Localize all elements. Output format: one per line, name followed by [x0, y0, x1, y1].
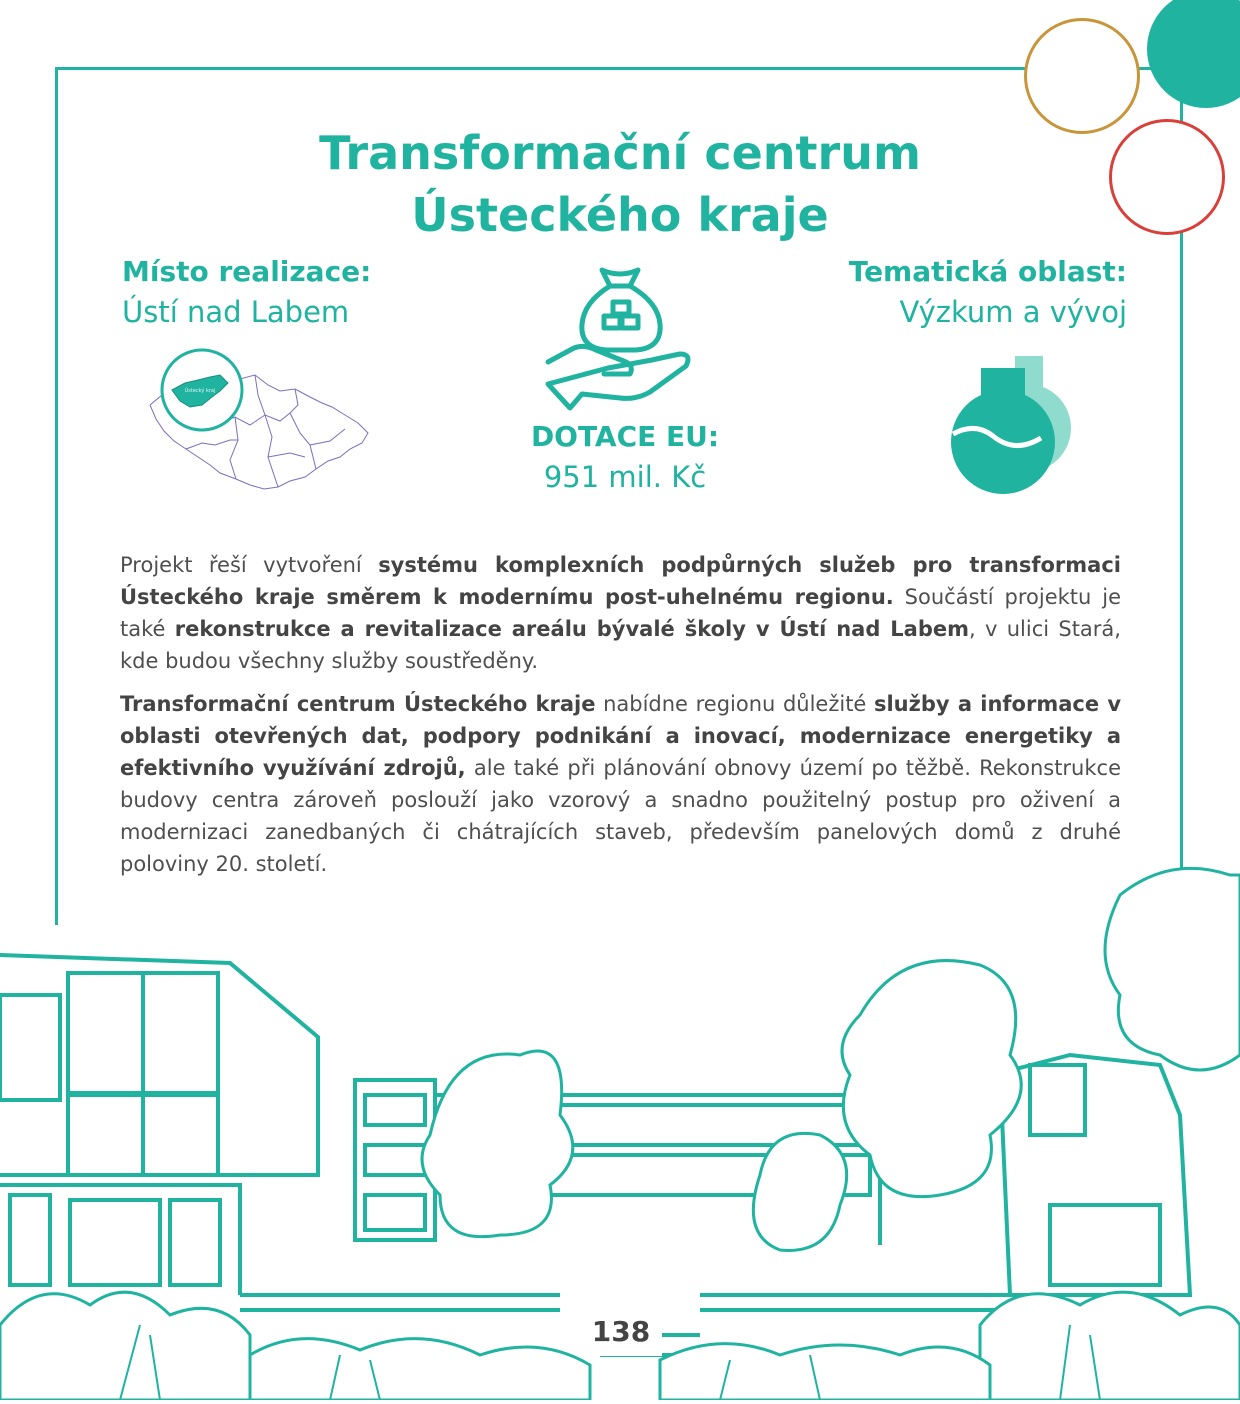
theme-value: Výzkum a vývoj	[899, 295, 1127, 329]
p1-text-1: Projekt řeší vytvoření	[120, 553, 379, 577]
grant-heading: DOTACE EU:	[530, 420, 720, 453]
page-title	[120, 122, 1120, 246]
grant-value: 951 mil. Kč	[543, 460, 707, 494]
p1-bold-2: rekonstrukce a revitalizace areálu bývalé školy v Ústí nad Labem	[174, 617, 970, 641]
decor-circle-gold	[1024, 18, 1140, 134]
location-value: Ústí nad Labem	[122, 295, 350, 329]
decor-circle-red	[1109, 119, 1225, 235]
title-line-2: Ústeckého kraje	[411, 188, 829, 242]
flask-icon	[945, 352, 1075, 497]
p2-text-2: ale také při plánování obnovy území po těžbě. Rekonstrukce budovy centra zároveň poslouží jako vzorový a snadno použitelný postup pro oživení a modernizaci zanedbaných či chátrajících staveb, především panelových domů z druhé poloviny 20. století.	[120, 756, 1121, 876]
title-line-1: Transformační centrum	[319, 126, 921, 180]
p1-text-3: , v ulici Stará, kde budou všechny služby soustředěny.	[120, 617, 1121, 673]
money-bag-hand-icon	[540, 262, 700, 412]
page-number: 138	[580, 1308, 662, 1356]
p2-bold-2: služby a informace v oblasti otevřených dat, podpory podnikání a inovací, modernizace energetiky a efektivního využívání zdrojů,	[120, 692, 1122, 780]
paragraph-2	[120, 688, 1121, 880]
p1-text-2: Součástí projektu je také	[120, 585, 1121, 641]
location-heading: Místo realizace:	[122, 255, 372, 288]
paragraph-1	[120, 549, 1121, 677]
theme-heading: Tematická oblast:	[848, 255, 1127, 288]
czech-map-icon	[140, 345, 380, 495]
body-text	[120, 549, 1121, 891]
p2-text-1: nabídne regionu důležité	[595, 692, 874, 716]
map-region-label: Ústecký kraj	[184, 388, 216, 394]
p1-bold-1: systému komplexních podpůrných služeb pro transformaci Ústeckého kraje směrem k modernímu post-uhelnému regionu.	[120, 553, 1121, 609]
p2-bold-1: Transformační centrum Ústeckého kraje	[120, 692, 596, 716]
